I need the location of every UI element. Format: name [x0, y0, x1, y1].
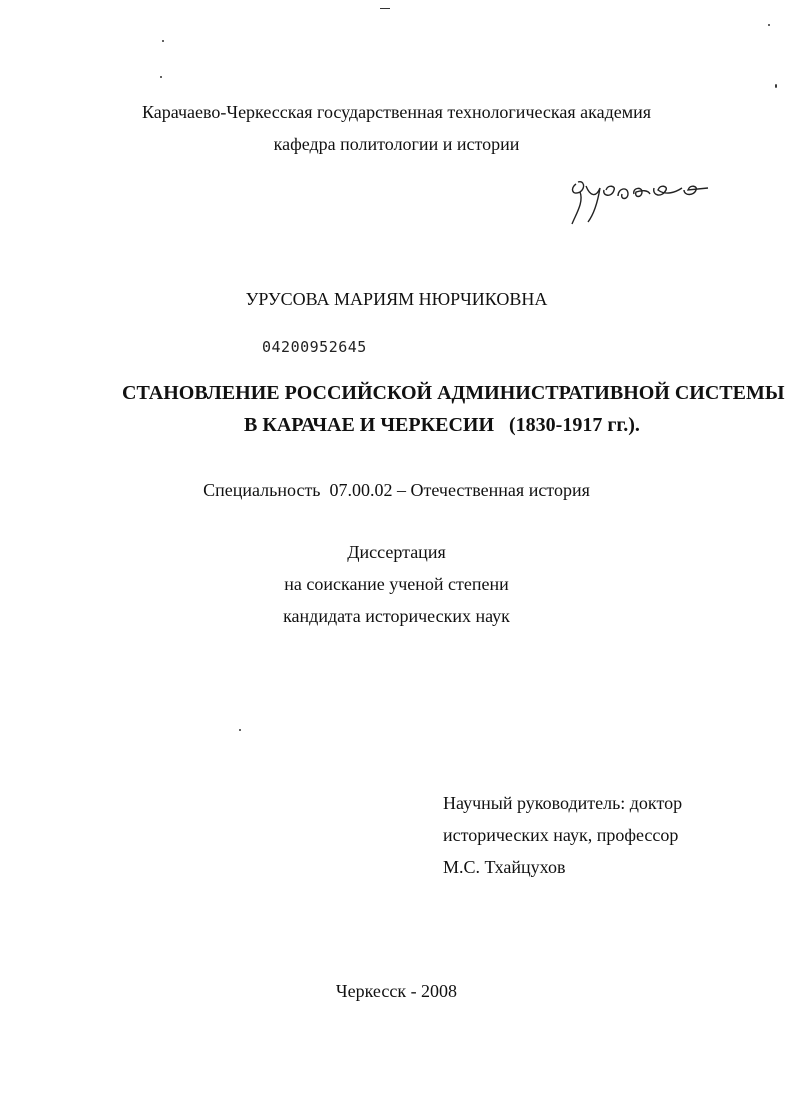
supervisor-line-1: Научный руководитель: доктор	[443, 793, 683, 813]
academy-name: Карачаево-Черкесская государственная технологическая академия	[141, 102, 652, 122]
scan-speck	[239, 729, 241, 731]
author-name: УРУСОВА МАРИЯМ НЮРЧИКОВНА	[245, 289, 548, 309]
degree-line-3: кандидата исторических наук	[283, 606, 510, 626]
city-year: Черкесск - 2008	[335, 981, 458, 1001]
handwritten-signature	[562, 166, 712, 228]
scan-speck	[162, 40, 164, 42]
specialty: Специальность 07.00.02 – Отечественная история	[203, 480, 590, 500]
scan-speck	[160, 76, 162, 78]
scan-speck	[768, 24, 770, 26]
supervisor-line-2: исторических наук, профессор	[443, 825, 679, 845]
dissertation-title-line-1: СТАНОВЛЕНИЕ РОССИЙСКОЙ АДМИНИСТРАТИВНОЙ СИСТЕМЫ	[122, 382, 785, 404]
catalog-number: 04200952645	[262, 338, 367, 356]
scan-speck	[775, 84, 777, 88]
scan-speck	[380, 8, 390, 9]
dissertation-title-line-2: В КАРАЧАЕ И ЧЕРКЕСИИ (1830-1917 гг.).	[244, 414, 640, 436]
degree-line-1: Диссертация	[347, 542, 446, 562]
degree-line-2: на соискание ученой степени	[284, 574, 509, 594]
department-name: кафедра политологии и истории	[273, 134, 520, 154]
supervisor-name: М.С. Тхайцухов	[443, 857, 566, 877]
